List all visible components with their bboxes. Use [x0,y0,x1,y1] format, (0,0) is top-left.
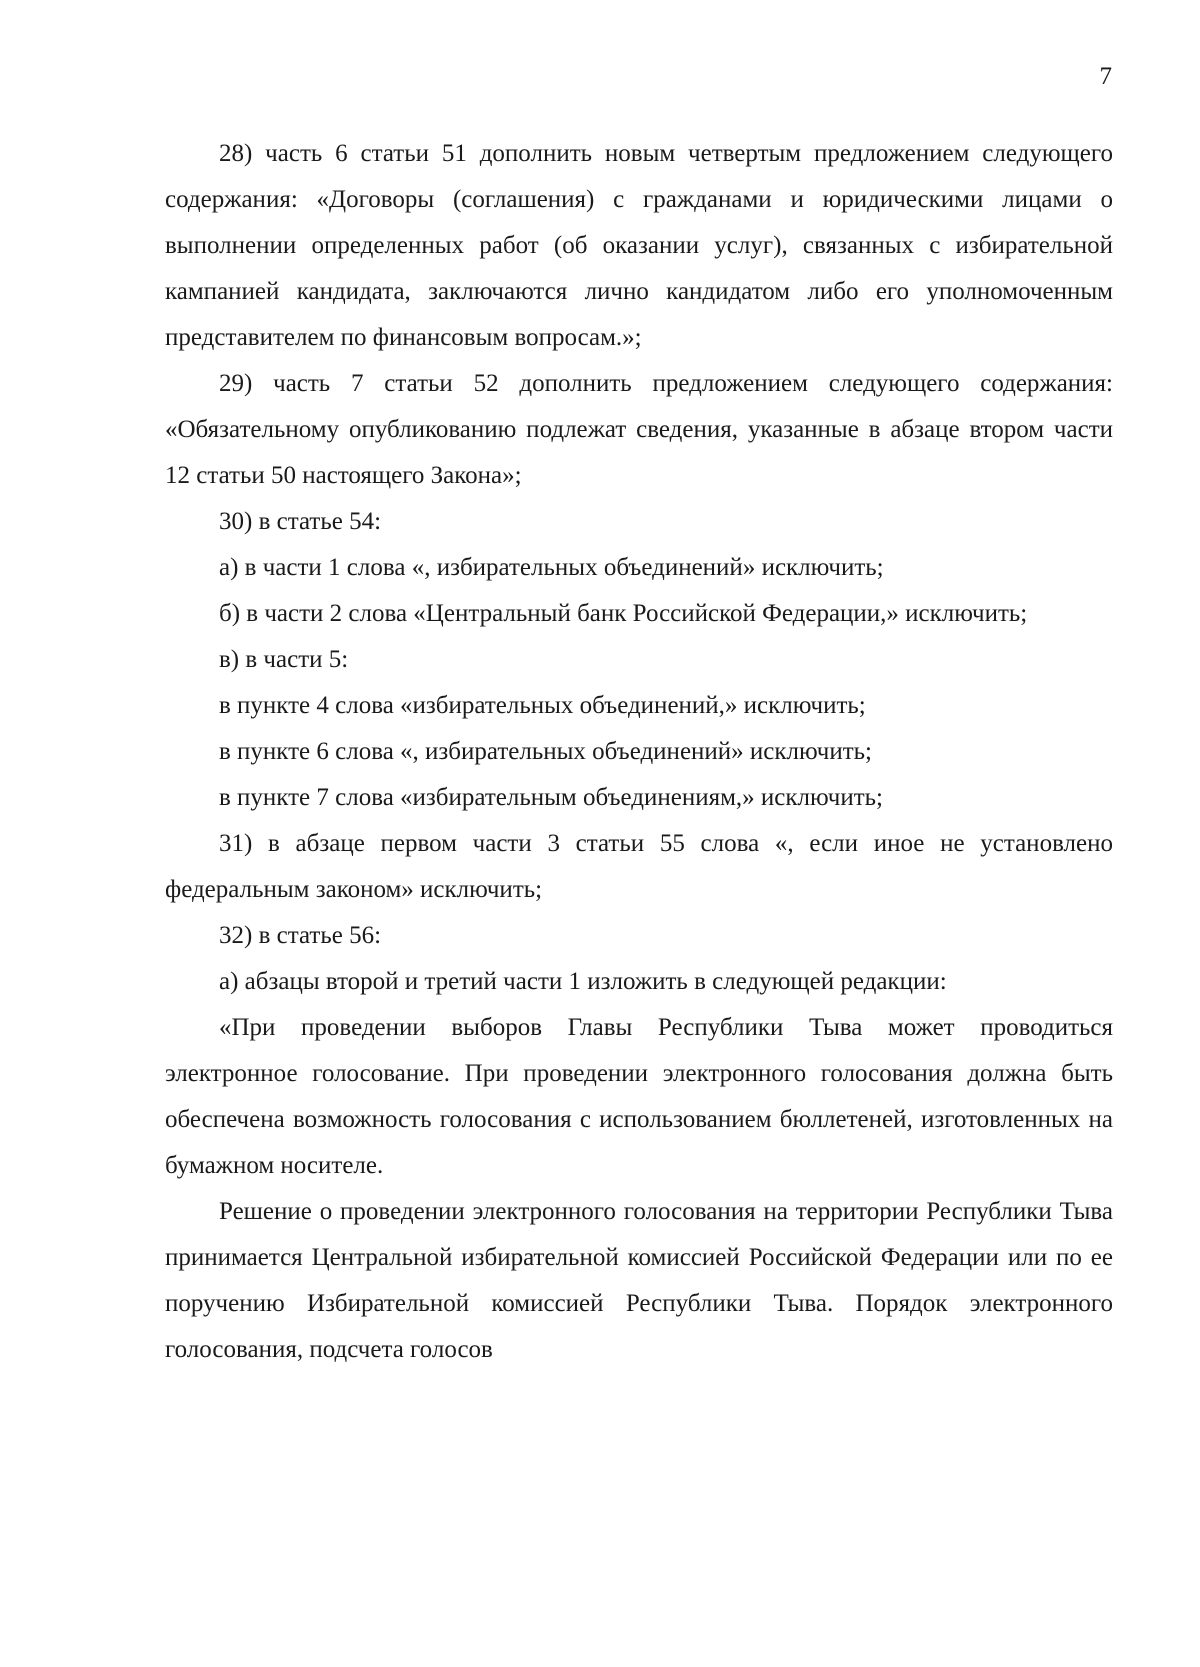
paragraph-30: 30) в статье 54: [219,508,382,535]
page-number: 7 [1099,63,1112,90]
paragraph-30b: б) в части 2 слова «Центральный банк Российской Федерации,» исключить; [219,600,1028,627]
paragraph-29: 29) часть 7 статьи 52 дополнить предложением следующего содержания: «Обязательному опубликованию подлежат сведения, указанные в абзаце втором части 12 статьи 50 настоящего Закона»; [165,370,1113,489]
paragraph-32: 32) в статье 56: [219,922,382,949]
document-body [165,131,1113,1373]
paragraph-32a-quote-1: «При проведении выборов Главы Республики Тыва может проводиться электронное голосование. При проведении электронного голосования должна быть обеспечена возможность голосования с использованием бюллетеней, изготовленных на бумажном носителе. [165,1014,1113,1179]
paragraph-30v-item4: в пункте 4 слова «избирательных объединений,» исключить; [219,692,866,719]
paragraph-30v: в) в части 5: [219,646,349,673]
paragraph-31: 31) в абзаце первом части 3 статьи 55 слова «, если иное не установлено федеральным законом» исключить; [165,830,1113,903]
paragraph-30v-item6: в пункте 6 слова «, избирательных объединений» исключить; [219,738,872,765]
paragraph-30v-item7: в пункте 7 слова «избирательным объединениям,» исключить; [219,784,883,811]
paragraph-32a-quote-2: Решение о проведении электронного голосования на территории Республики Тыва принимается Центральной избирательной комиссией Российской Федерации или по ее поручению Избирательной комиссией Республики Тыва. Порядок электронного голосования, подсчета голосов [165,1198,1113,1363]
paragraph-30a: а) в части 1 слова «, избирательных объединений» исключить; [219,554,884,581]
paragraph-28: 28) часть 6 статьи 51 дополнить новым четвертым предложением следующего содержания: «Договоры (соглашения) с гражданами и юридическими лицами о выполнении определенных работ (об оказании услуг), связанных с избирательной кампанией кандидата, заключаются лично кандидатом либо его уполномоченным представителем по финансовым вопросам.»; [165,140,1113,351]
paragraph-32a: а) абзацы второй и третий части 1 изложить в следующей редакции: [219,968,947,995]
